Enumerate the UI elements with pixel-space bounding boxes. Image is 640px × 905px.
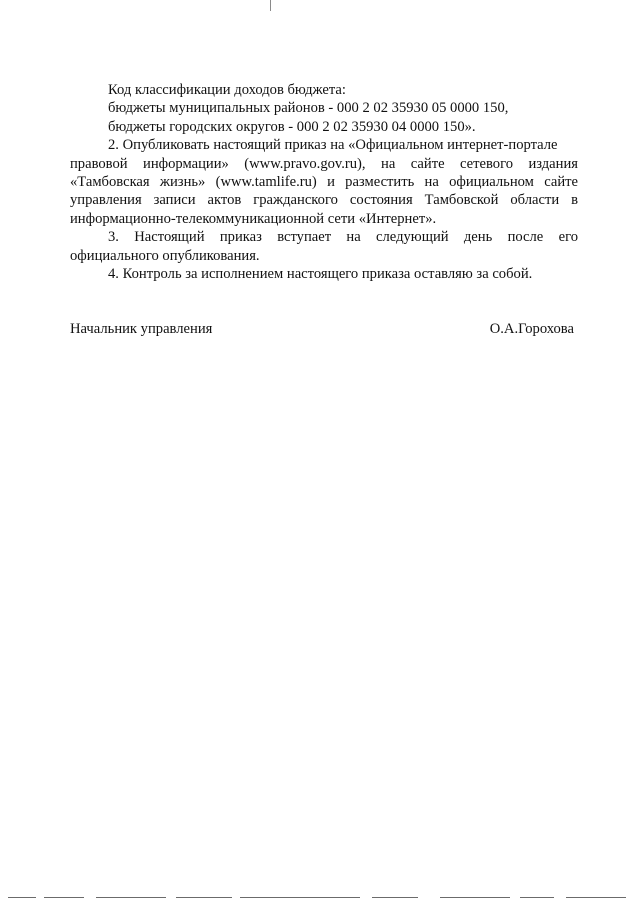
scan-edge-segment bbox=[176, 897, 232, 898]
paragraph-2-line-3: «Тамбовская жизнь» (www.tamlife.ru) и разместить на официальном сайте bbox=[70, 174, 578, 191]
scan-edge-segment bbox=[8, 897, 36, 898]
signature-block bbox=[70, 320, 578, 338]
scan-margin-mark bbox=[270, 0, 271, 11]
budget-code-heading: Код классификации доходов бюджета: bbox=[108, 82, 346, 98]
paragraph-2-line-4: управления записи актов гражданского состояния Тамбовской области в bbox=[70, 192, 578, 209]
budget-code-urban: бюджеты городских округов - 000 2 02 35930 04 0000 150». bbox=[108, 118, 476, 135]
scan-bottom-edge bbox=[0, 897, 640, 901]
signatory-position: Начальник управления bbox=[70, 321, 213, 337]
scan-edge-segment bbox=[96, 897, 166, 898]
scan-edge-segment bbox=[44, 897, 84, 898]
paragraph-2 bbox=[70, 136, 578, 228]
budget-code-municipal: бюджеты муниципальных районов - 000 2 02 35930 05 0000 150, bbox=[108, 100, 509, 117]
paragraph-3-line-1: 3. Настоящий приказ вступает на следующий день после его bbox=[108, 229, 578, 246]
scan-edge-segment bbox=[240, 897, 360, 898]
scan-edge-segment bbox=[440, 897, 510, 898]
paragraph-3 bbox=[70, 228, 578, 265]
paragraph-4-line-1: 4. Контроль за исполнением настоящего приказа оставляю за собой. bbox=[108, 266, 533, 283]
paragraph-2-line-5: информационно-телекоммуникационной сети «Интернет». bbox=[70, 210, 437, 227]
signatory-name: О.А.Горохова bbox=[489, 321, 574, 337]
document-body bbox=[70, 81, 578, 283]
paragraph-3-line-2: официального опубликования. bbox=[70, 247, 260, 264]
scan-edge-segment bbox=[566, 897, 626, 898]
scan-edge-segment bbox=[520, 897, 554, 898]
paragraph-2-line-1: 2. Опубликовать настоящий приказ на «Официальном интернет-портале bbox=[108, 137, 558, 154]
paragraph-4 bbox=[70, 265, 578, 283]
scan-edge-segment bbox=[372, 897, 418, 898]
budget-code-block bbox=[70, 81, 578, 136]
paragraph-2-line-2: правовой информации» (www.pravo.gov.ru), на сайте сетевого издания bbox=[70, 155, 578, 172]
